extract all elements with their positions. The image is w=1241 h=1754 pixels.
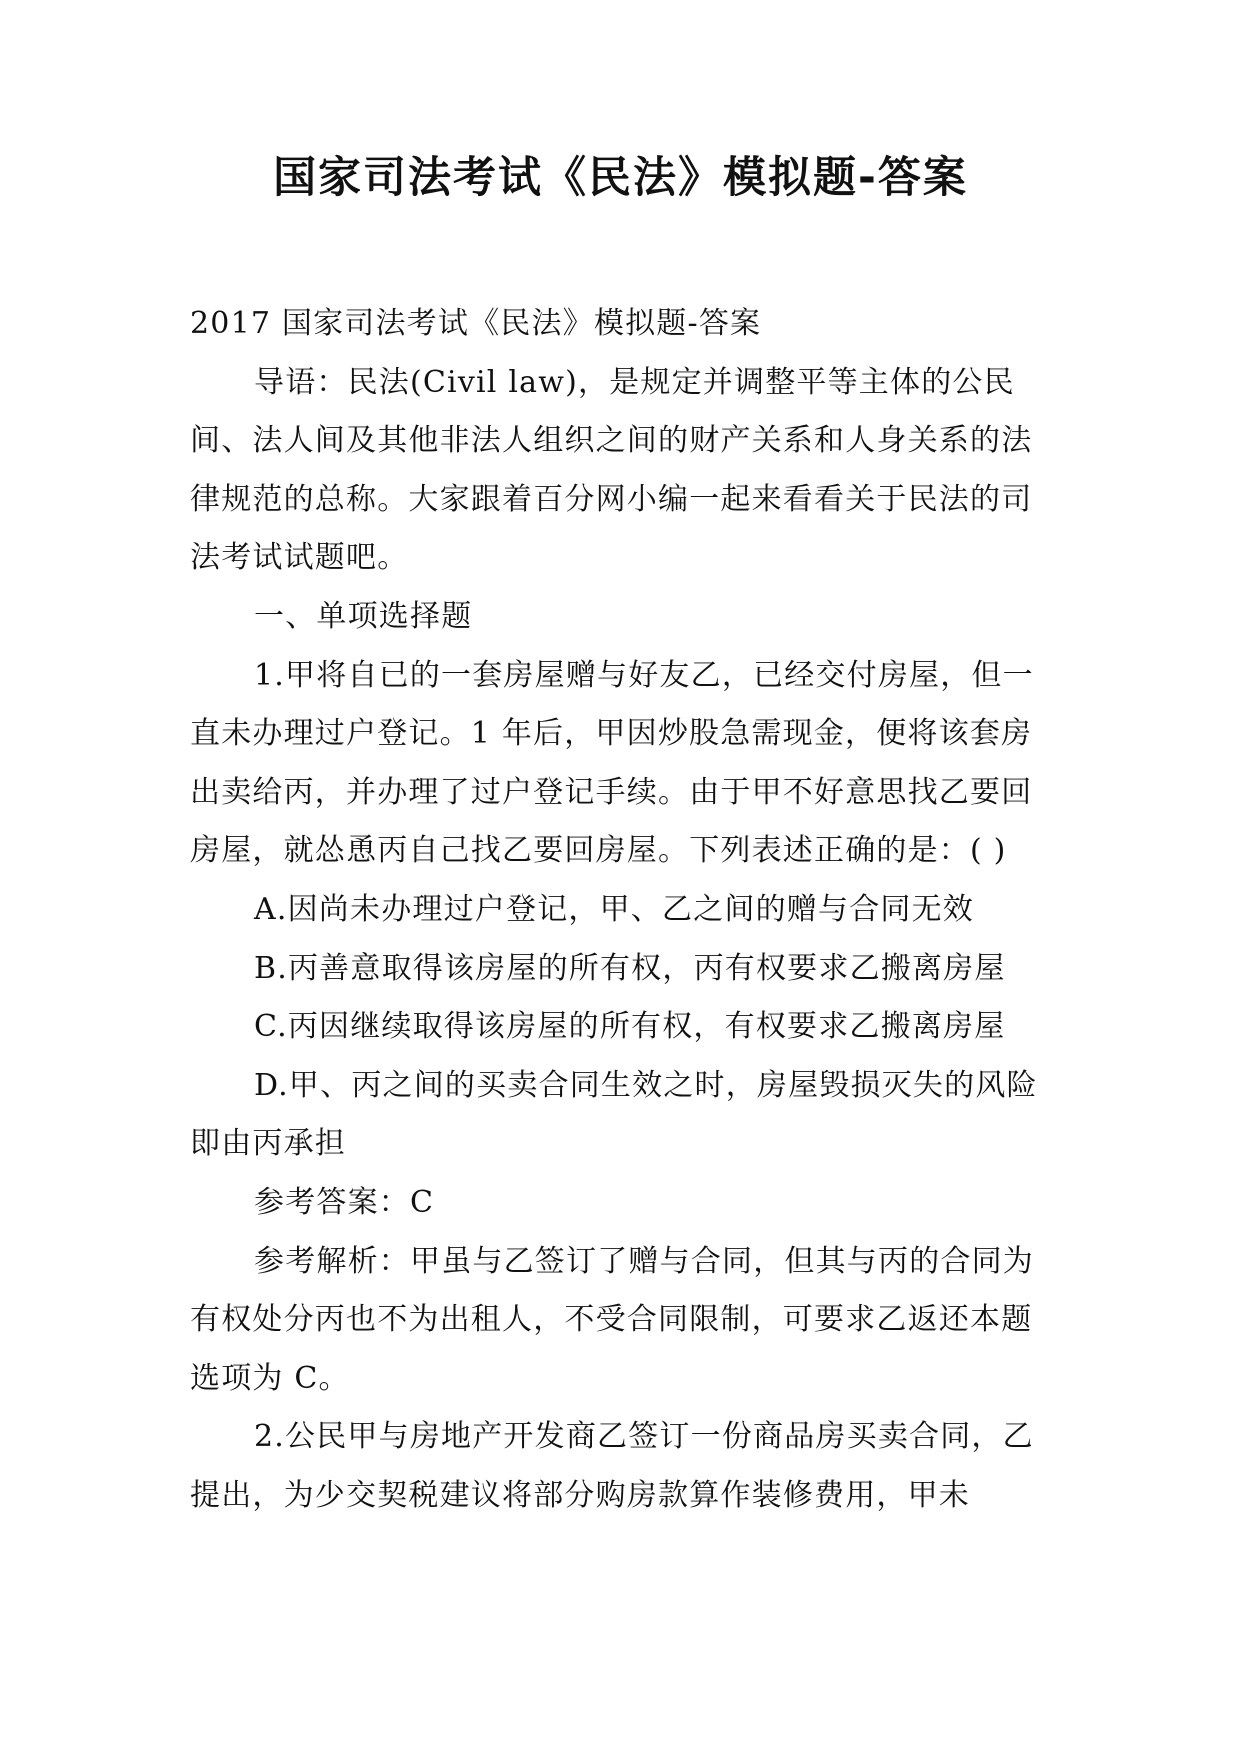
question-1-explanation: 参考解析：甲虽与乙签订了赠与合同，但其与丙的合同为有权处分丙也不为出租人，不受合同限制，可要求乙返还本题选项为 C。: [190, 1243, 1034, 1396]
document-body: [190, 295, 1050, 1525]
intro-paragraph: 导语：民法(Civil law)，是规定并调整平等主体的公民间、法人间及其他非法人组织之间的财产关系和人身关系的法律规范的总称。大家跟着百分网小编一起来看看关于民法的司法考试试题吧。: [190, 364, 1033, 576]
question-1-stem: 1.甲将自已的一套房屋赠与好友乙，已经交付房屋，但一直未办理过户登记。1 年后，甲因炒股急需现金，便将该套房出卖给丙，并办理了过户登记手续。由于甲不好意思找乙要回房屋，就怂恿丙自己找乙要回房屋。下列表述正确的是：( ): [190, 657, 1034, 869]
subtitle-line: 2017 国家司法考试《民法》模拟题-答案: [190, 306, 762, 341]
question-2-stem: 2.公民甲与房地产开发商乙签订一份商品房买卖合同，乙提出，为少交契税建议将部分购房款算作装修费用，甲未: [190, 1419, 1034, 1513]
question-1-option-a: A.因尚未办理过户登记，甲、乙之间的赠与合同无效: [254, 891, 975, 927]
question-1-option-d: D.甲、丙之间的买卖合同生效之时，房屋毁损灭失的风险即由丙承担: [190, 1067, 1038, 1162]
document-title: 国家司法考试《民法》模拟题-答案: [273, 153, 968, 203]
question-1-option-c: C.丙因继续取得该房屋的所有权，有权要求乙搬离房屋: [254, 1009, 1006, 1045]
section-heading: 一、单项选择题: [254, 598, 473, 634]
question-1-option-b: B.丙善意取得该房屋的所有权，丙有权要求乙搬离房屋: [254, 950, 1006, 986]
question-1-answer: 参考答案：C: [254, 1184, 435, 1220]
